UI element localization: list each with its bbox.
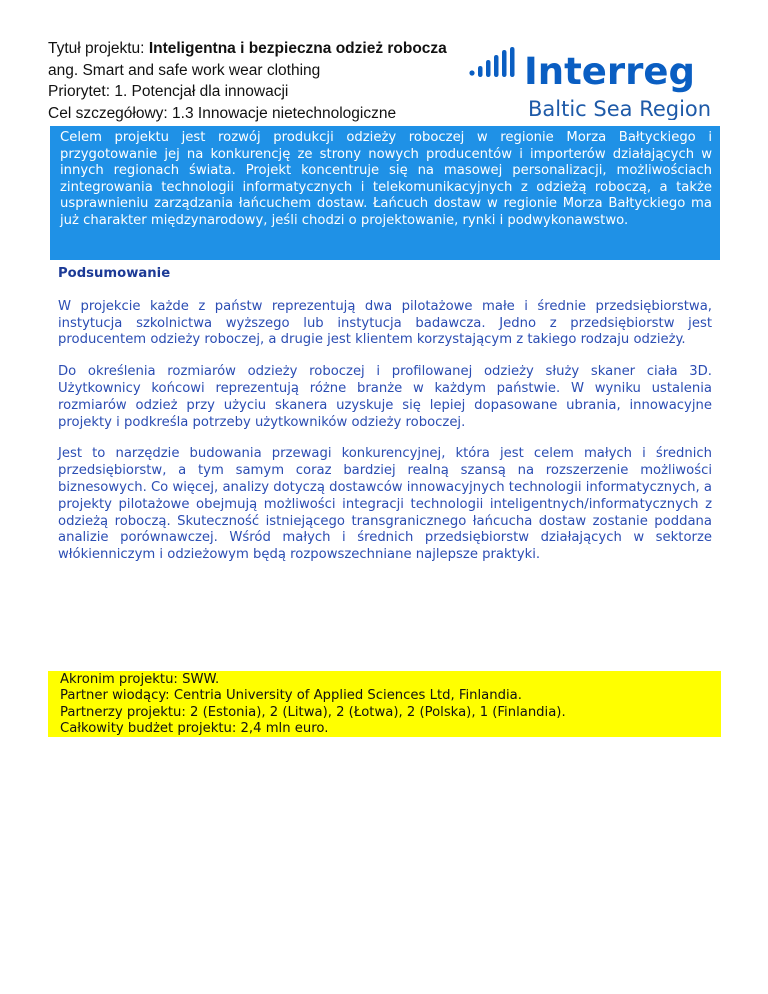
lead-partner: Partner wiodący: Centria University of Applied Sciences Ltd, Finlandia. (60, 688, 522, 704)
priority: Priorytet: 1. Potencjał dla innowacji (48, 83, 289, 100)
summary-paragraph: Do określenia rozmiarów odzieży roboczej i profilowanej odzieży służy skaner ciała 3D. Użytkownicy końcowi reprezentują różne branże w każdym państwie. W wyniku ustalenia rozmiarów odzież przy użyciu skanera uzyskuje się lepiej dopasowane ubrania, innowacyjne projekty i podkreśla potrzeby użytkowników odzieży roboczej. (58, 364, 712, 430)
signal-bars-icon (469, 47, 514, 77)
project-title-label: Tytuł projektu: (48, 40, 145, 57)
project-header (48, 38, 468, 124)
project-acronym: Akronim projektu: SWW. (60, 672, 220, 687)
summary-paragraph: Jest to narzędzie budowania przewagi konkurencyjnej, która jest celem małych i średnich przedsiębiorstw, a tym samym coraz bardziej realną szansą na rozszerzenie możliwości biznesowych. Co więcej, analizy dotyczą dostawców innowacyjnych technologii informatycznych, a projekty pilotażowe obejmują możliwości integracji technologii inteligentnych/informatycznych z odzieżą roboczą. Skuteczność istniejącego transgranicznego łańcucha dostaw zostanie poddana analizie porównawczej. Wśród małych i średnich przedsiębiorstw działających w sektorze włókienniczym i odzieżowym będą rozpowszechniane najlepsze praktyki. (58, 446, 712, 563)
baltic-sea-region-label: Baltic Sea Region (528, 97, 712, 120)
project-budget: Całkowity budżet projektu: 2,4 mln euro. (60, 720, 329, 736)
specific-objective: Cel szczegółowy: 1.3 Innowacje nietechnologiczne (48, 104, 397, 122)
interreg-logo (466, 46, 726, 120)
project-facts-box (48, 671, 721, 737)
project-partners: Partnerzy projektu: 2 (Estonia), 2 (Litwa), 2 (Łotwa), 2 (Polska), 1 (Finlandia). (60, 704, 566, 720)
intro-box: Celem projektu jest rozwój produkcji odzieży roboczej w regionie Morza Bałtyckiego i przygotowanie jej na konkurencję ze strony nowych producentów i importerów działających w innych regionach świata. Projekt koncentruje się na masowej personalizacji, możliwościach zintegrowania technologii informatycznych i telekomunikacyjnych z odzieżą roboczą, a także usprawnieniu zarządzania łańcuchem dostaw. Łańcuch dostaw w regionie Morza Bałtyckiego ma już charakter międzynarodowy, jeśli chodzi o projektowanie, rynki i podwykonawstwo. (50, 126, 720, 260)
english-title: ang. Smart and safe work wear clothing (48, 61, 321, 79)
summary-section (58, 266, 712, 579)
interreg-wordmark: Interreg (524, 50, 695, 93)
project-title-line (48, 38, 468, 60)
summary-paragraph: W projekcie każde z państw reprezentują dwa pilotażowe małe i średnie przedsiębiorstwa, instytucja szkolnictwa wyższego lub instytucja badawcza. Jedno z przedsiębiorstw jest producentem odzieży roboczej, a drugie jest klientem korzystającym z takiego rodzaju odzieży. (58, 298, 712, 348)
summary-heading: Podsumowanie (58, 266, 171, 281)
project-title-value: Inteligentna i bezpieczna odzież robocza (148, 40, 447, 57)
interreg-logo-graphic (466, 46, 726, 120)
